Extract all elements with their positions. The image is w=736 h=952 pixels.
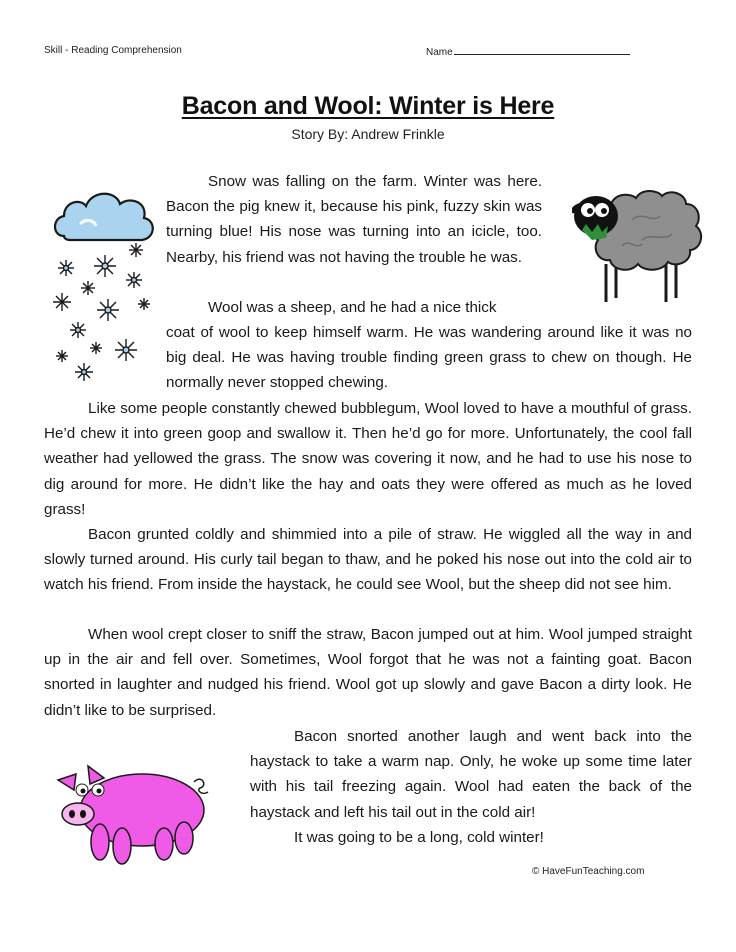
pig-icon <box>52 760 232 870</box>
copyright-footer: © HaveFunTeaching.com <box>532 866 645 877</box>
story-title: Bacon and Wool: Winter is Here <box>181 92 555 120</box>
paragraph-5: When wool crept closer to sniff the straw, Bacon jumped out at him. Wool jumped straight up in the air and fell over. Sometimes, Wool forgot that he was not a fainting goat. Bacon snorted in laughter and nudged his friend. Wool got up slowly and gave Bacon a dirty look. He didn’t like to be surprised. <box>44 626 692 719</box>
paragraph-7: It was going to be a long, cold winter! <box>294 829 544 846</box>
name-blank-line <box>454 45 630 55</box>
paragraph-1: Snow was falling on the farm. Winter was here. Bacon the pig knew it, because his pink, fuzzy skin was turning blue! His nose was turning into an icicle, too. Nearby, his friend was not having the trouble he was. <box>166 173 542 266</box>
story-byline: Story By: Andrew Frinkle <box>291 126 445 142</box>
name-label: Name <box>426 47 453 58</box>
snowflakes-icon <box>53 243 150 381</box>
paragraph-2-rest: coat of wool to keep himself warm. He was wandering around like it was no big deal. He was having trouble finding green grass to chew on though. He normally never stopped chewing. <box>166 324 692 392</box>
paragraph-2-start: Wool was a sheep, and he had a nice thick <box>208 299 497 316</box>
paragraph-3: Like some people constantly chewed bubblegum, Wool loved to have a mouthful of grass. He’d chew it into green goop and swallow it. Then he’d go for more. Unfortunately, the cool fall weather had yellowed the grass. The snow was covering it now, and he had to use his nose to dig around for more. He didn’t like the hay and oats they were offered as much as he loved grass! <box>44 400 692 518</box>
name-field <box>426 45 630 58</box>
paragraph-4: Bacon grunted coldly and shimmied into a pile of straw. He wiggled all the way in and slowly turned around. His curly tail began to thaw, and he poked his nose out into the cold air to watch his friend. From inside the haystack, he could see Wool, but the sheep did not see him. <box>44 526 692 594</box>
snow-cloud-icon <box>50 184 160 386</box>
pig-snout <box>62 803 94 825</box>
sheep-icon <box>572 180 708 306</box>
paragraph-6: Bacon snorted another laugh and went back into the haystack to take a warm nap. Only, he woke up some time later with his tail freezing again. Wool had eaten the back of the haystack and left his tail out in the cold air! <box>250 728 692 821</box>
cloud-icon <box>55 194 153 240</box>
skill-label: Skill - Reading Comprehension <box>44 45 182 56</box>
